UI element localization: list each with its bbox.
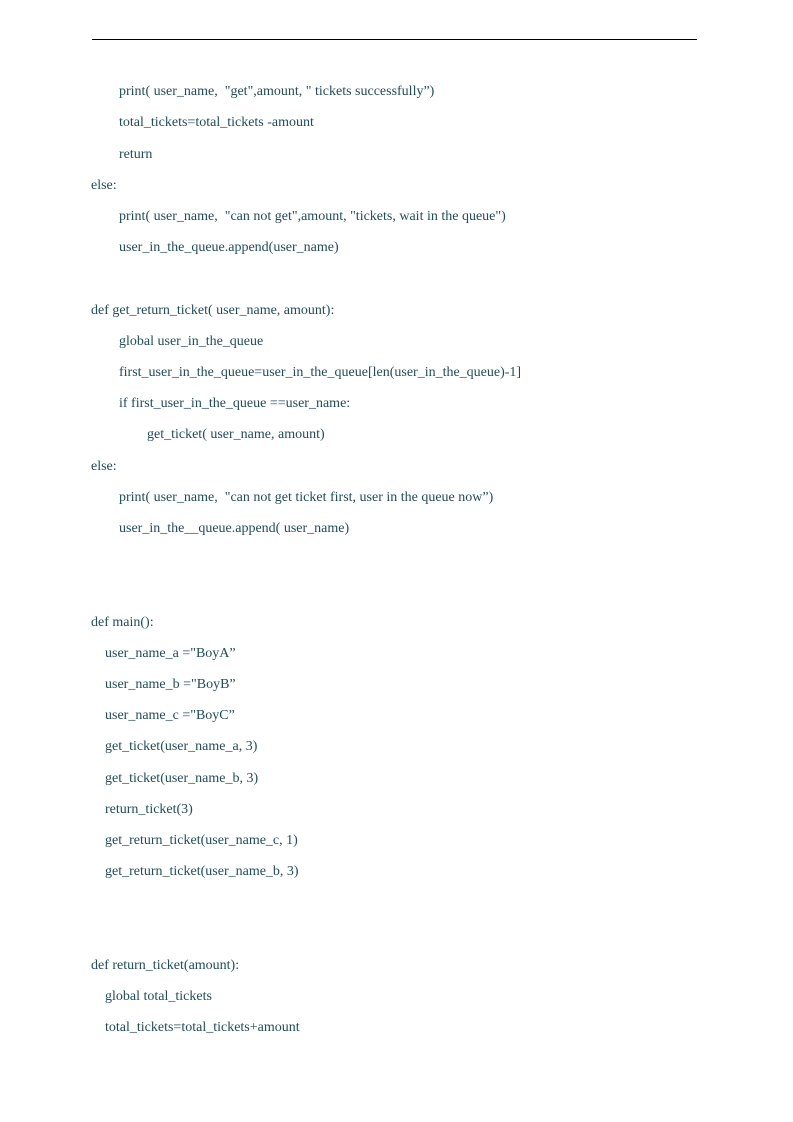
code-line: return_ticket(3) <box>105 802 193 817</box>
code-line: user_in_the__queue.append( user_name) <box>119 521 350 536</box>
code-line: def get_return_ticket( user_name, amount): <box>91 303 335 318</box>
code-line: get_ticket( user_name, amount) <box>147 427 325 442</box>
code-line: else: <box>91 178 117 193</box>
code-line: print( user_name, "can not get",amount, "tickets, wait in the queue") <box>119 209 506 224</box>
code-line: get_ticket(user_name_b, 3) <box>105 771 259 786</box>
code-line: global user_in_the_queue <box>119 334 264 349</box>
code-line: def return_ticket(amount): <box>91 958 240 973</box>
code-line: first_user_in_the_queue=user_in_the_queue[len(user_in_the_queue)-1] <box>119 365 522 380</box>
code-line: user_name_c ="BoyC” <box>105 708 235 723</box>
code-line: global total_tickets <box>105 989 212 1004</box>
code-line: return <box>119 147 153 162</box>
code-line: get_return_ticket(user_name_c, 1) <box>105 833 298 848</box>
code-line: get_ticket(user_name_a, 3) <box>105 739 258 754</box>
code-line: get_return_ticket(user_name_b, 3) <box>105 864 299 879</box>
code-line: else: <box>91 459 117 474</box>
code-line: user_in_the_queue.append(user_name) <box>119 240 339 255</box>
code-line: if first_user_in_the_queue ==user_name: <box>119 396 351 411</box>
code-line: def main(): <box>91 615 154 630</box>
code-line: print( user_name, "can not get ticket first, user in the queue now”) <box>119 490 494 505</box>
code-line: user_name_b ="BoyB” <box>105 677 236 692</box>
code-line: print( user_name, "get",amount, " tickets successfully”) <box>119 84 435 99</box>
code-line: total_tickets=total_tickets+amount <box>105 1020 300 1035</box>
code-line: user_name_a ="BoyA” <box>105 646 236 661</box>
header-rule <box>92 39 697 40</box>
code-line: total_tickets=total_tickets -amount <box>119 115 314 130</box>
